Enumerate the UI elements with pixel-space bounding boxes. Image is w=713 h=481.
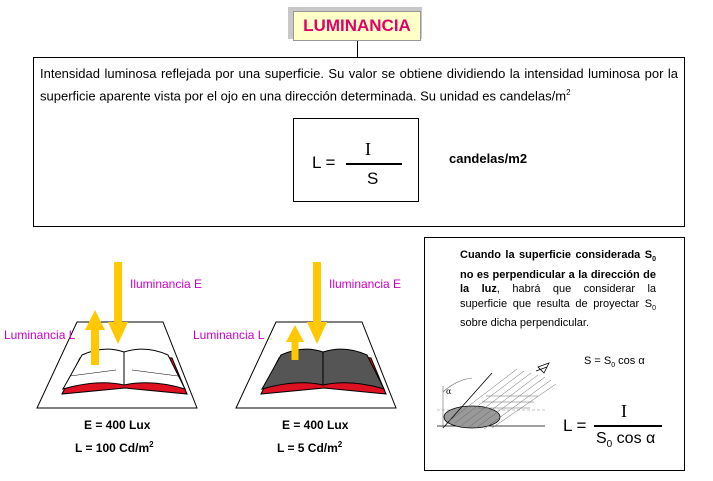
definition-body: Intensidad luminosa reflejada por una superficie. Su valor se obtiene dividiendo la intensidad luminosa por la superficie aparente vista por el ojo en una dirección determinada. Su unidad es candelas/m <box>40 66 678 104</box>
page-title: LUMINANCIA <box>293 11 421 41</box>
left-luminance-label: Luminancia L <box>4 328 76 342</box>
formula-lhs: L = <box>312 153 336 172</box>
definition-exponent: 2 <box>566 88 571 97</box>
oblique-text: Cuando la superficie considerada $S_0$ no es perpendicular a la dirección de la luz, habrá que considerar la superficie que resulta de proyectar $S_0$ sobre dicha perpendicular. <box>460 249 656 330</box>
alpha-label: α <box>446 387 452 396</box>
right-e-value: E = 400 Lux <box>282 418 349 432</box>
oblique-formula-bar <box>594 425 662 427</box>
formula-unit: candelas/m2 <box>449 151 528 166</box>
formula-denominator: S <box>367 169 379 188</box>
right-illuminance-label: Iluminancia E <box>329 277 402 291</box>
left-l-value: L = 100 $Cd/m^2$ <box>75 440 154 455</box>
oblique-formula-lhs: L = <box>563 416 587 435</box>
left-e-value: E = 400 Lux <box>84 418 151 432</box>
projection-equation: $S = S_0$ cos α <box>584 355 645 370</box>
formula-numerator: I <box>365 139 371 159</box>
right-luminance-label: Luminancia L <box>193 328 265 342</box>
oblique-formula-denominator: $S_0$ cos α <box>596 430 656 451</box>
left-illuminance-label: Iluminancia E <box>130 277 203 291</box>
right-l-value: L = 5 $Cd/m^2$ <box>277 440 343 455</box>
oblique-formula-numerator: I <box>621 401 627 421</box>
